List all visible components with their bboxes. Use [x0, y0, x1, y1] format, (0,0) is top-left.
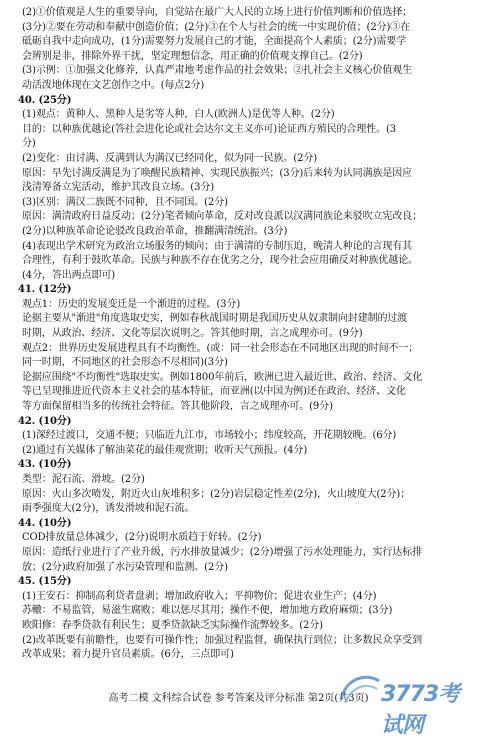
answer-line: 观点2：世界历史发展进程具有不均衡性。(或：同一社会形态在不同地区出现的时间不一；	[22, 342, 419, 354]
watermark-logo-icon	[337, 669, 383, 709]
answer-line: (3分)②要在劳动和奉献中创造价值；(2分)③在个人与社会的统一中实现价值；(2分)③在	[22, 21, 411, 33]
watermark	[337, 669, 469, 738]
answer-line: (2分)以种族革命论论驳改良政治革命，推翻满清统治。(3分)	[22, 225, 288, 237]
answer-line: 等已呈现推进近代资本主义社会的基本特征，而亚洲(以中国为例)还在政治、经济、文化	[22, 386, 406, 398]
answer-line: 目的：以种族优越论(答社会进化论或社会达尔文主义亦可)论证西方殖民的合理性。(3	[22, 123, 397, 135]
answer-line: (4)表现出学术研究为政治立场服务的倾向；由于满清的专制压迫，晚清人种论的言现有其	[22, 240, 413, 252]
watermark-text: 3773考试网	[381, 682, 460, 738]
answer-line: 时期，从政治、经济、文化等层次说明之。答其他时期，言之成理亦可。(9分)	[22, 328, 363, 340]
answer-line: 论据主要从"渐进"角度选取史实，例如春秋战国时期是我国历史从奴隶制向封建制的过渡	[22, 313, 408, 325]
answer-line: 苏轍：不易监管，易滋生腐败；难以惩尽其用；操作不便，增加地方政府麻烦；(3分)	[22, 605, 393, 617]
question-number-line: 41. (12分)	[18, 284, 72, 296]
answer-line: (2)变化：由讨满、反满到认为满汉已经同化，似为同一民族。(2分)	[22, 152, 318, 164]
answer-line: 观点1：历史的发展变迁是一个渐进的过程。(3分)	[22, 298, 241, 310]
answer-line: 欧阳修：春季贷款有利民生；夏季贷款缺乏实际操作流弊较多。(2分)	[22, 619, 323, 631]
answer-line: 砥砺自我中走向成功，(1分)需要努力发展自己的才能，全面提高个人素质；(2分)需要学	[22, 36, 407, 48]
answer-line: (1)深经过渡口，交通不便；只临近九江市，市场较小；纬度较高，开花期较晚。(6分)	[22, 430, 397, 442]
answer-line: 动活泼地体现在文艺创作之中。(每点2分)	[22, 79, 205, 91]
answer-line: 等方面保留相当多的传统社会特征。答其他阶段，言之成理亦可。(9分)	[22, 401, 333, 413]
answer-line: 原因：满清政府日益反动；(2分)笔者倾向革命，反对改良派以汉满同族论来驳吹立宪改良；	[22, 211, 422, 223]
answer-line: 分)	[22, 138, 36, 150]
question-number-line: 40. (25分)	[18, 94, 72, 106]
question-number-line: 43. (10分)	[18, 459, 72, 471]
answer-line: 合理性，有利于鼓吹革命。民族与种族不存在优劣之分，现今社会应用确反对种族优越论。	[22, 255, 418, 267]
answer-line: 原因：造纸行业进行了产业升级，污水排放量减少；(2分)增强了污水处理能力，实行达标排	[22, 546, 422, 558]
answer-line: COD排放量总体减少，(2分)说明水质趋于好转。(2分)	[22, 532, 262, 544]
answer-line: (2)通过有关媒体了解油菜花的最佳观赏期；收听天气预报。(4分)	[22, 444, 308, 456]
question-number-line: 45. (15分)	[18, 576, 72, 588]
answer-line: 论据应围绕"不均衡性"选取史实。例如1800年前后，欧洲已进入最近世、政治、经济、文化	[22, 371, 423, 383]
answer-line: 浅清筹备立宪活动，维护其改良立场。(3分)	[22, 182, 215, 194]
answer-line: 雨季强度大(2分)，诱发滑坡和泥石流。	[22, 503, 195, 515]
answer-line: 放；(2分)政府加强了水污染管理和监测。(2分)	[22, 561, 228, 573]
answer-line: (3)区别：满汉二族既不同种，且不同国。(2分)	[22, 196, 228, 208]
answer-line: 会辨别是非，排除外界干扰，坚定理想信念，用正确的价值观支撑自己。(2分)	[22, 50, 363, 62]
answer-line: 改革成果；着力提升官员素质。(6分，三点即可)	[22, 649, 234, 661]
question-number-line: 42. (10分)	[18, 415, 72, 427]
answer-line: (4分，答出两点即可)	[22, 269, 116, 281]
answer-line: 原因：火山多次喷发，附近火山灰堆积多；(2分)岩层稳定性差(2分)，火山坡度大(2分)；	[22, 488, 411, 500]
answer-line: (2)①价值观是人生的重要导向，自觉站在最广大人民的立场上进行价值判断和价值选择；	[22, 7, 413, 18]
answer-line: 类型：泥石流、滑坡。(2分)	[22, 474, 145, 485]
answer-line: (1)观点：黄种人、黑种人是劣等人种，白人(欧洲人)是优等人种。(2分)	[22, 109, 335, 121]
answer-line: (3)示例：①加强文化修养，认真严肃地考虑作品的社会效果；②扎社会主义核心价值观生	[22, 65, 413, 77]
answer-line: 原因：早先讨满反满是为了唤醒民族精神、实现民族振兴；(3分)后来转为认同满族是因应	[22, 167, 413, 179]
answer-line: (2)改革既要有前瞻性，也要有可操作性；加强过程监督，确保执行到位；让多数民众享受到	[22, 634, 422, 646]
question-number-line: 44. (10分)	[18, 517, 72, 529]
answer-line: (1)王安石：抑制高利贷者盘剥；增加政府收入；平抑物价；促进农业生产；(4分)	[22, 590, 377, 602]
answer-line: 同一时期，不同地区的社会形态不尽相同)(3分)	[22, 357, 228, 369]
page-footer: 高考二模 文科综合试卷 参考答案及评分标准 第2页(共3页)	[108, 693, 369, 704]
answer-content	[18, 6, 470, 663]
